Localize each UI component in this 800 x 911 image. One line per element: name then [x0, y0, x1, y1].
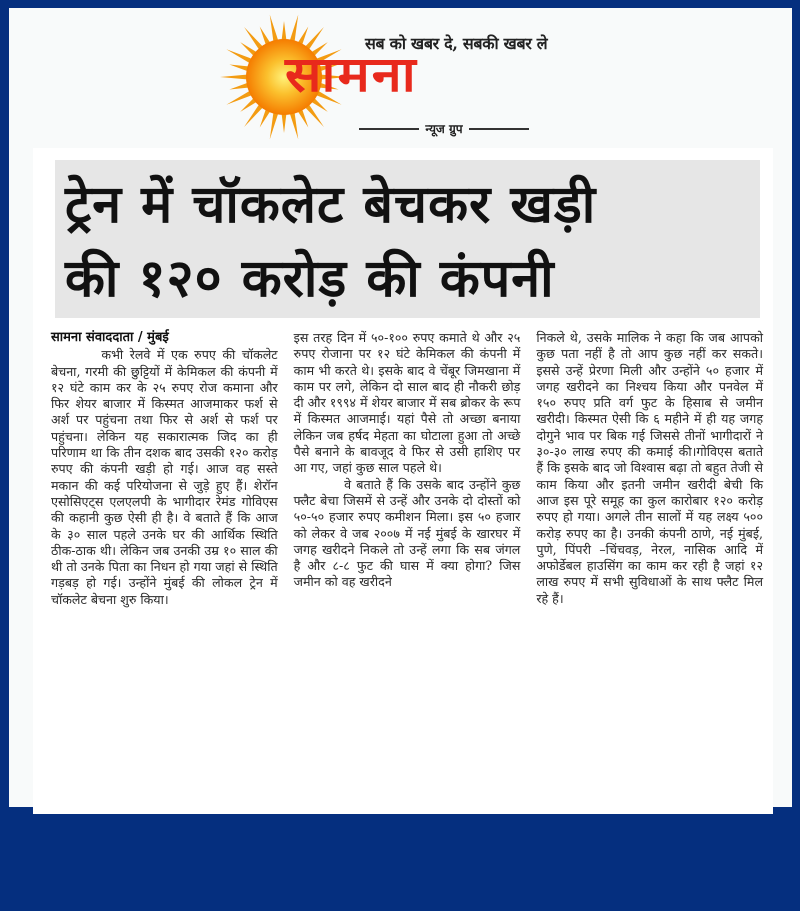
paragraph: निकले थे, उसके मालिक ने कहा कि जब आपको कुछ पता नहीं है तो आप कुछ नहीं कर सकते। इससे उन्हें प्रेरणा मिली और उन्होंने ५० हजार में जगह खरीदने का निश्चय किया और पनवेल में १५० रुपए प्रति वर्ग फुट के हिसाब से जमीन खरीदी। किस्मत ऐसी कि ६ महीने में ही यह जगह दोगुने भाव पर बिक गई जिससे तीनों भागीदारों ने ३०-३० लाख रुपए की कमाई की।गोविएस बताते हैं कि इसके बाद जो विश्वास बढ़ा तो बहुत तेजी से काम किया और इतनी जमीन खरीदी बेची कि आज इस पूरे समूह का कुल कारोबार १२० करोड़ रुपए हो गया। अगले तीन सालों में यह लक्ष्य ५०० करोड़ रुपए का है। उनकी कंपनी ठाणे, नई मुंबई, पुणे, पिंपरी –चिंचवड़, नेरल, नासिक आदि में अफोर्डेबल हाउसिंग का काम कर रही है जहां १२ लाख रुपए में सभी सुविधाओं के साथ फ्लैट मिल रहे हैं।: [536, 330, 764, 606]
sun-ray: [281, 21, 286, 41]
byline: सामना संवाददाता / मुंबई: [51, 330, 169, 345]
sun-ray: [220, 74, 248, 79]
sun-ray: [226, 49, 252, 63]
sun-ray: [270, 15, 279, 43]
masthead-tagline: सब को खबर दे, सबकी खबर ले: [365, 34, 548, 53]
article-column-1: [51, 330, 278, 608]
sun-ray: [281, 113, 286, 133]
paragraph: इस तरह दिन में ५०-१०० रुपए कमाते थे और २५ रुपए रोजाना पर १२ घंटे केमिकल की कंपनी में काम भी करते थे। इसके बाद वे चेंबूर जिमखाना में काम पर लगे, लेकिन दो साल बाद ही नौकरी छोड़ दी और १९९४ में शेयर बाजार में सब ब्रोकर के रूप में किस्मत आजमाई। यहां पैसे तो अच्छा बनाया लेकिन जब हर्षद मेहता का घोटाला हुआ तो अच्छे पैसे बनाने के बावजूद वे फिर से उसी हाशिए पर आ गए, जहां कुछ साल पहले थे।: [293, 330, 521, 476]
masthead-brand: सामना: [285, 46, 418, 103]
headline-line-1: ट्रेन में चॉकलेट बेचकर खड़ी: [65, 175, 597, 235]
article-column-3: [536, 330, 763, 608]
paragraph: कभी रेलवे में एक रुपए की चॉकलेट बेचना, गरमी की छुट्टियों में केमिकल की कंपनी में १२ घंटे काम कर के २५ रुपए रोज कमाना और फिर शेयर बाजार में किस्मत आजमाकर फर्श से अर्श पर पहुंचना तथा फिर से अर्श से फर्श पर पहुंचना। लेकिन यह सकारात्मक जिद का ही परिणाम था कि तीन दशक बाद उसकी १२० करोड़ रुपए की कंपनी खड़ी हो गई। आज वह सस्ते मकान की कई परियोजना से जुड़े हुए हैं। शेरॉन एसोसिएट्स एलएलपी के भागीदार रेमंड गोविएस की कहानी कुछ ऐसी ही है। वे बताते हैं कि आज के ३० साल पहले उनके घर की आर्थिक स्थिति ठीक-ठाक थी। लेकिन जब उनकी उम्र १० साल की थी तो उनके पिता का निधन हो गया जहां से स्थिति गड़बड़ हो गई। उन्होंने मुंबई की लोकल ट्रेन में चॉकलेट बेचना शुरु किया।: [51, 347, 278, 607]
paragraph: वे बताते हैं कि उसके बाद उन्होंने कुछ फ्लैट बेचा जिसमें से उन्हें और उनके दो दोस्तों को ५०-५० हजार रुपए कमीशन मिला। इस ५० हजार को लेकर वे जब २००७ में नई मुंबई के खारघर में जगह खरीदने निकले तो उन्हें लगा कि सब जंगल है और ८-८ फुट की घास में क्या होगा? जिस जमीन को वह खरीदने: [293, 476, 521, 590]
divider: [469, 128, 529, 130]
masthead-group: [359, 120, 529, 137]
article-columns: [51, 330, 763, 608]
sun-ray: [290, 15, 299, 43]
headline: [65, 168, 750, 316]
masthead-group-label: न्यूज ग्रुप: [425, 122, 463, 136]
headline-line-2: की १२० करोड़ की कंपनी: [65, 249, 555, 309]
sun-ray: [226, 90, 252, 104]
sun-ray: [290, 111, 299, 139]
sun-ray: [270, 111, 279, 139]
newspaper-clipping: [9, 8, 792, 807]
headline-box: [55, 160, 760, 318]
saamana-logo: [219, 12, 609, 142]
article: [33, 148, 773, 814]
article-column-2: [294, 330, 521, 608]
sun-ray: [229, 83, 249, 90]
divider: [359, 128, 419, 130]
sun-ray: [229, 65, 249, 72]
